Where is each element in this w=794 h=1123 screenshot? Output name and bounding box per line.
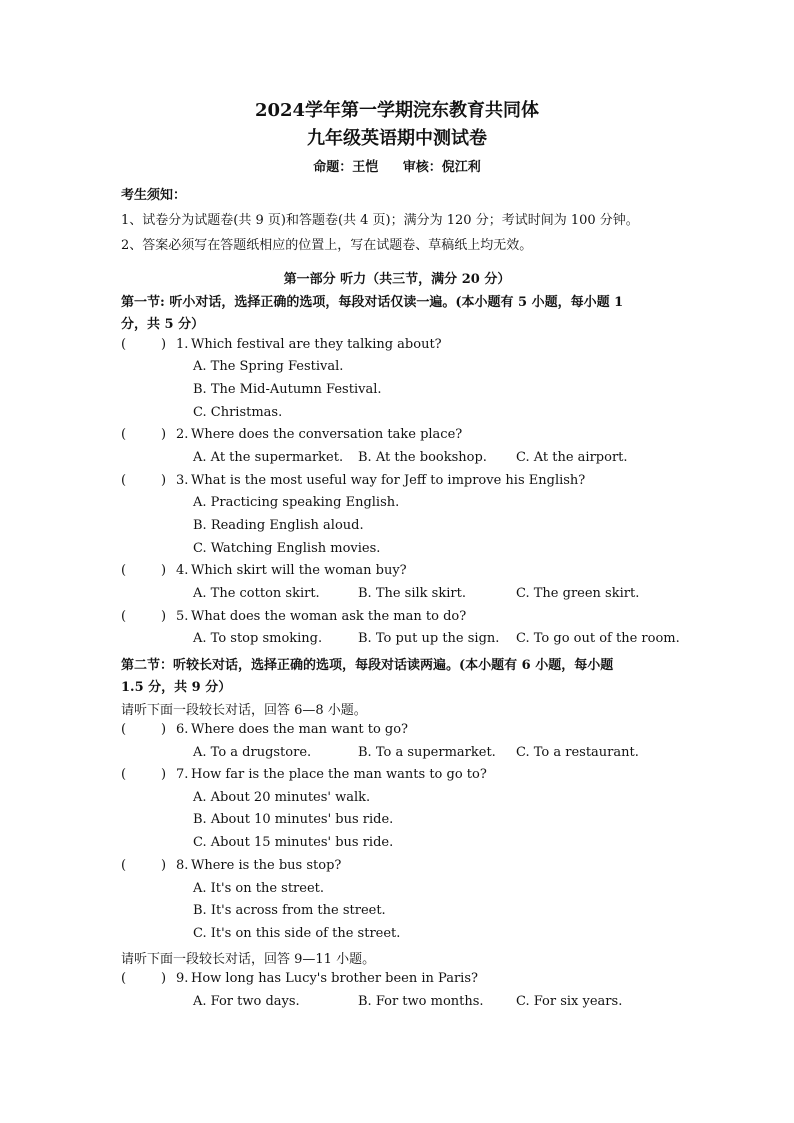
- option-a: A. To a drugstore.: [193, 745, 312, 760]
- option-c: C. The green skirt.: [516, 586, 640, 601]
- option-b: B. The silk skirt.: [358, 586, 466, 601]
- answer-paren-left: (: [121, 722, 127, 737]
- part1-title: 第一部分 听力（共三节，满分 20 分）: [283, 272, 511, 287]
- exam-title-line2: 九年级英语期中测试卷: [307, 128, 487, 149]
- answer-paren-right: ): [161, 971, 167, 986]
- option-a: A. For two days.: [193, 994, 300, 1009]
- option-c: C. About 15 minutes' bus ride.: [193, 835, 394, 850]
- option-a: A. To stop smoking.: [193, 631, 323, 646]
- notice-item-1: 1、试卷分为试题卷(共 9 页)和答题卷(共 4 页)；满分为 120 分；考试时间为 100 分钟。: [121, 213, 639, 228]
- option-b: B. At the bookshop.: [358, 450, 487, 465]
- question-text: What does the woman ask the man to do?: [191, 609, 467, 624]
- option-a: A. It's on the street.: [193, 881, 324, 896]
- question-text: What is the most useful way for Jeff to improve his English?: [191, 473, 586, 488]
- question-text: Where is the bus stop?: [191, 858, 342, 873]
- option-c: C. Watching English movies.: [193, 541, 381, 556]
- option-c: C. To a restaurant.: [516, 745, 639, 760]
- notice-item-2: 2、答案必须写在答题纸相应的位置上，写在试题卷、草稿纸上均无效。: [121, 238, 533, 253]
- option-b: B. About 10 minutes' bus ride.: [193, 812, 394, 827]
- answer-paren-right: ): [161, 767, 167, 782]
- answer-paren-left: (: [121, 563, 127, 578]
- question-number: 4.: [176, 563, 189, 578]
- option-a: A. The Spring Festival.: [193, 359, 344, 374]
- question-text: Which skirt will the woman buy?: [191, 563, 407, 578]
- question-number: 6.: [176, 722, 189, 737]
- answer-paren-left: (: [121, 767, 127, 782]
- option-a: A. The cotton skirt.: [193, 586, 320, 601]
- answer-paren-left: (: [121, 971, 127, 986]
- option-b: B. To a supermarket.: [358, 745, 496, 760]
- option-a: A. Practicing speaking English.: [193, 495, 400, 510]
- option-b: B. It's across from the street.: [193, 903, 386, 918]
- answer-paren-right: ): [161, 473, 167, 488]
- author-line: [0, 156, 794, 175]
- section1-instruction-line1: 第一节: 听小对话，选择正确的选项，每段对话仅读一遍。(本小题有 5 小题，每小题 1: [121, 295, 624, 310]
- dialog-intro-9-11: 请听下面一段较长对话，回答 9—11 小题。: [121, 952, 376, 967]
- option-b: B. To put up the sign.: [358, 631, 500, 646]
- answer-paren-right: ): [161, 609, 167, 624]
- notice-heading: 考生须知：: [121, 188, 187, 203]
- author-name: 命题：王恺: [313, 160, 379, 175]
- question-text: Where does the conversation take place?: [191, 427, 463, 442]
- answer-paren-left: (: [121, 337, 127, 352]
- answer-paren-right: ): [161, 427, 167, 442]
- section2-instruction-line2: 1.5 分，共 9 分）: [121, 680, 232, 695]
- option-c: C. At the airport.: [516, 450, 628, 465]
- question-number: 9.: [176, 971, 189, 986]
- option-b: B. The Mid-Autumn Festival.: [193, 382, 382, 397]
- question-text: Where does the man want to go?: [191, 722, 409, 737]
- section1-instruction-line2: 分，共 5 分）: [121, 317, 205, 332]
- answer-paren-right: ): [161, 858, 167, 873]
- question-number: 1.: [176, 337, 189, 352]
- option-a: A. About 20 minutes' walk.: [193, 790, 371, 805]
- section2-instruction-line1: 第二节：听较长对话，选择正确的选项，每段对话读两遍。(本小题有 6 小题，每小题: [121, 658, 614, 673]
- exam-title-line1: 2024学年第一学期浣东教育共同体: [254, 100, 540, 121]
- reviewer-name: 审核：倪江利: [402, 160, 481, 175]
- answer-paren-left: (: [121, 858, 127, 873]
- question-text: How long has Lucy's brother been in Paris?: [191, 971, 478, 986]
- answer-paren-left: (: [121, 473, 127, 488]
- question-text: How far is the place the man wants to go to?: [191, 767, 487, 782]
- question-text: Which festival are they talking about?: [191, 337, 442, 352]
- question-number: 8.: [176, 858, 189, 873]
- option-c: C. For six years.: [516, 994, 623, 1009]
- answer-paren-right: ): [161, 337, 167, 352]
- answer-paren-right: ): [161, 563, 167, 578]
- option-c: C. It's on this side of the street.: [193, 926, 401, 941]
- option-c: C. Christmas.: [193, 405, 283, 420]
- option-b: B. Reading English aloud.: [193, 518, 364, 533]
- option-c: C. To go out of the room.: [516, 631, 680, 646]
- question-number: 7.: [176, 767, 189, 782]
- question-number: 3.: [176, 473, 189, 488]
- question-number: 5.: [176, 609, 189, 624]
- answer-paren-right: ): [161, 722, 167, 737]
- dialog-intro-6-8: 请听下面一段较长对话，回答 6—8 小题。: [121, 703, 367, 718]
- option-a: A. At the supermarket.: [193, 450, 344, 465]
- answer-paren-left: (: [121, 427, 127, 442]
- answer-paren-left: (: [121, 609, 127, 624]
- option-b: B. For two months.: [358, 994, 484, 1009]
- question-number: 2.: [176, 427, 189, 442]
